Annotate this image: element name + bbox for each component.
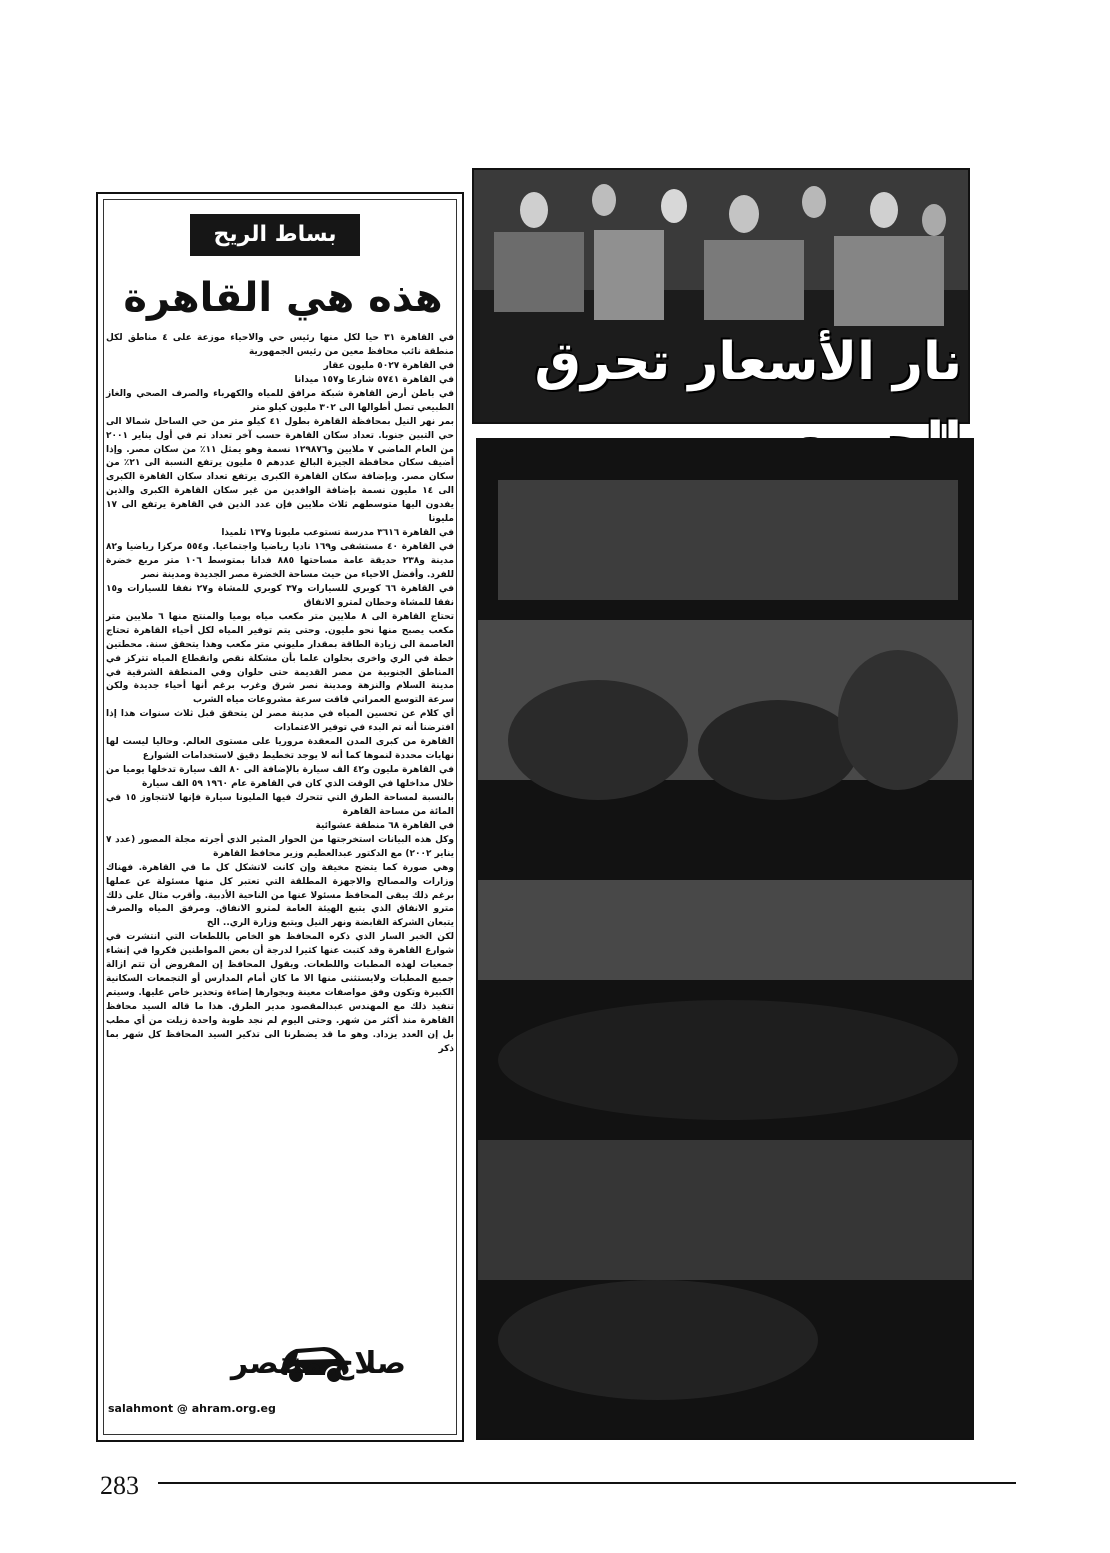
body-paragraph: في باطن أرض القاهرة شبكة مرافق للمياه والكهرباء والصرف الصحي والغاز الطبيعي تصل أطوالها الى ٣٠٢ مليون كيلو متر	[106, 388, 454, 413]
top-photo	[472, 168, 970, 424]
body-paragraph: بالنسبة لمساحة الطرق التي تتحرك فيها المليونا سيارة فإنها لاتتجاوز ١٥ في المائة من مساحة القاهرة	[106, 792, 454, 817]
body-paragraph: تحتاج القاهرة الى ٨ ملايين متر مكعب مياه يوميا والمنتج منها ٦ ملايين متر مكعب يصبح منها نحو مليون. وحتى يتم توفير المياه لكل أحياء القاهرة تحتاج العاصمة الى زيادة الطاقة بمقدار مليوني متر مكعب وهذا يتحقق سنة. محطتين خطة في الري واخرى بحلوان علما بأن مشكلة نقص وانقطاع المياه تتركز في المناطق الجنوبية من مصر القديمة حتى حلوان وفي المنطقة الشرقية في مدينة السلام والنزهة ومدينة نصر شرق وغرب برغم أنها أحياء جديدة ولكن سرعة التوسع العمراني فاقت سرعة مشروعات مياه الشرب	[106, 611, 455, 706]
body-paragraph: في القاهرة ٣١ حيا لكل منها رئيس حي والاحياء موزعة على ٤ مناطق لكل منطقة نائب محافظ معين من رئيس الجمهورية	[106, 333, 454, 357]
body-paragraph: وكل هذه البيانات استخرجتها من الحوار المثير الذي أجرته مجلة المصور (عدد ٧ يناير ٢٠٠٢) مع الدكتور عبدالعظيم وزير محافظ القاهرة	[106, 834, 454, 859]
footer-rule	[158, 1482, 1016, 1484]
article-headline: هذه هي القاهرة	[123, 275, 443, 321]
body-paragraph: في القاهرة ٤٠ مستشفى و١٦٩ ناديا رياضيا واجتماعيا. و٥٥٤ مركزا رياضيا و٨٢ مدينة و٢٣٨ حديقة عامة مساحتها ٨٨٥ فدانا بمتوسط ١٠٦ متر مربع خضرة للفرد. وأفضل الاحياء من حيث مساحة الخضرة مصر الجديدة ومدينة نصر	[106, 542, 455, 580]
page-number: 283	[100, 1471, 139, 1500]
photo-headline: نار الأسعار تحرق	[534, 332, 962, 392]
body-paragraph: أي كلام عن تحسين المياه في مدينة مصر لن يتحقق قبل ثلاث سنوات هذا إذا افترضنا أنه تم البدء في توفير الاعتمادات	[106, 709, 454, 734]
body-paragraph: القاهرة من كبرى المدن المعقدة مروريا على مستوى العالم. وحاليا ليست لها نهايات محددة لنموها كما أنه لا يوجد تخطيط دقيق لاستخدامات الشوارع	[106, 737, 454, 762]
author-name: صلاح منتصر	[230, 1346, 406, 1381]
body-paragraph: في القاهرة ٥٠٢٧ مليون عقار	[323, 360, 454, 371]
body-paragraph: بمر نهر النيل بمحافظة القاهرة بطول ٤١ كيلو متر من حي الساحل شمالا الى حي التبين جنوبا. تعداد سكان القاهرة حسب آخر تعداد تم في أول يناير ٢٠٠١ من العام الماضي ٧ ملايين و١٢٩٨٧٦ نسمة وهو يمثل ١١٪ من سكان مصر. وإذا أضيف سكان محافظة الجيزة البالغ عددهم ٥ مليون يرتفع النسبة الى ٢١٪ من سكان مصر. وبإضافة سكان القاهرة الكبرى يرتفع تعداد سكان القاهرة الكبرى الى ١٤ مليون نسمة بإضافة الوافدين من غير سكان القاهرة الكبرى والذين يفدون اليها متوسطهم ثلاث ملايين فإن عدد الذين في القاهرة يرتفع الى ١٧ مليونا	[106, 416, 455, 525]
article-body	[106, 332, 454, 1132]
bottom-photo-graphic	[478, 440, 972, 1438]
body-paragraph: وهي صورة كما يتضح مخيفة وإن كانت لاتشكل كل ما في القاهرة. فهناك وزارات والمصالح والاجهزة المطلقة التي تعتبر كل منها مسئولة عن عملها برغم ذلك يبقى المحافظ مسئولا عنها من الناحية الأدبية. وأقرب مثال على ذلك مترو الانفاق الذي يتبع الهيئة العامة لمترو الانفاق. ومرفق المياه والصرف يتبعان الشركة القابضة ونهر النيل ويتبع وزارة الري.. الخ	[106, 862, 454, 929]
body-paragraph: في القاهرة ٦٨ منطقة عشوائية	[315, 820, 454, 831]
column-banner: بساط الريح	[190, 214, 360, 256]
body-paragraph: في القاهرة ٥٧٤١ شارعا و١٥٧ ميدانا	[294, 374, 454, 385]
body-paragraph: في القاهرة مليون و٤٢ الف سيارة بالإضافة الى ٨٠ الف سيارة تدخلها يوميا من خلال مداخلها في الوقت الذي كان في القاهرة عام ١٩٦٠ ٥٩ الف سيارة	[106, 765, 454, 789]
body-paragraph: لكن الخبر السار الذي ذكره المحافظ هو الخاص باللطعات التي انتشرت في شوارع القاهرة وقد كتبت عنها كثيرا لدرجة أن بعض المواطنين فكروا في إنشاء جمعيات لهذه المطبات واللطعات. ويقول المحافظ إن المفروض أن تتم ازالة جميع المطبات ولايستثنى منها الا ما كان أمام المدارس أو التجمعات السكانية الكبيرة وتكون وفق مواصفات معينة وبجوارها إضاءة وتحذير خاص عليها. وسيتم تنفيذ ذلك مع المهندس عبدالمقصود مدير الطرق. هذا ما قاله السيد محافظ القاهرة منذ أكثر من شهر. وحتى اليوم لم نجد طوبة واحدة زيلت من أي مطب بل إن العدد يزداد. وهو ما قد يضطرنا الى تذكير السيد المحافظ كل شهر بما ذكر	[106, 932, 454, 1054]
bottom-photo	[476, 438, 974, 1440]
body-paragraph: في القاهرة ٣٦١٦ مدرسة تستوعب مليونا و١٣٧ تلميذا	[221, 528, 454, 539]
body-paragraph: في القاهرة ٦٦ كوبري للسيارات و٣٧ كوبري للمشاة و٢٧ نفقا للسيارات و١٥ نفقا للمشاة وحطان لمترو الانفاق	[106, 583, 454, 608]
author-email: salahmont @ ahram.org.eg	[108, 1402, 276, 1415]
article-column	[96, 192, 464, 1442]
